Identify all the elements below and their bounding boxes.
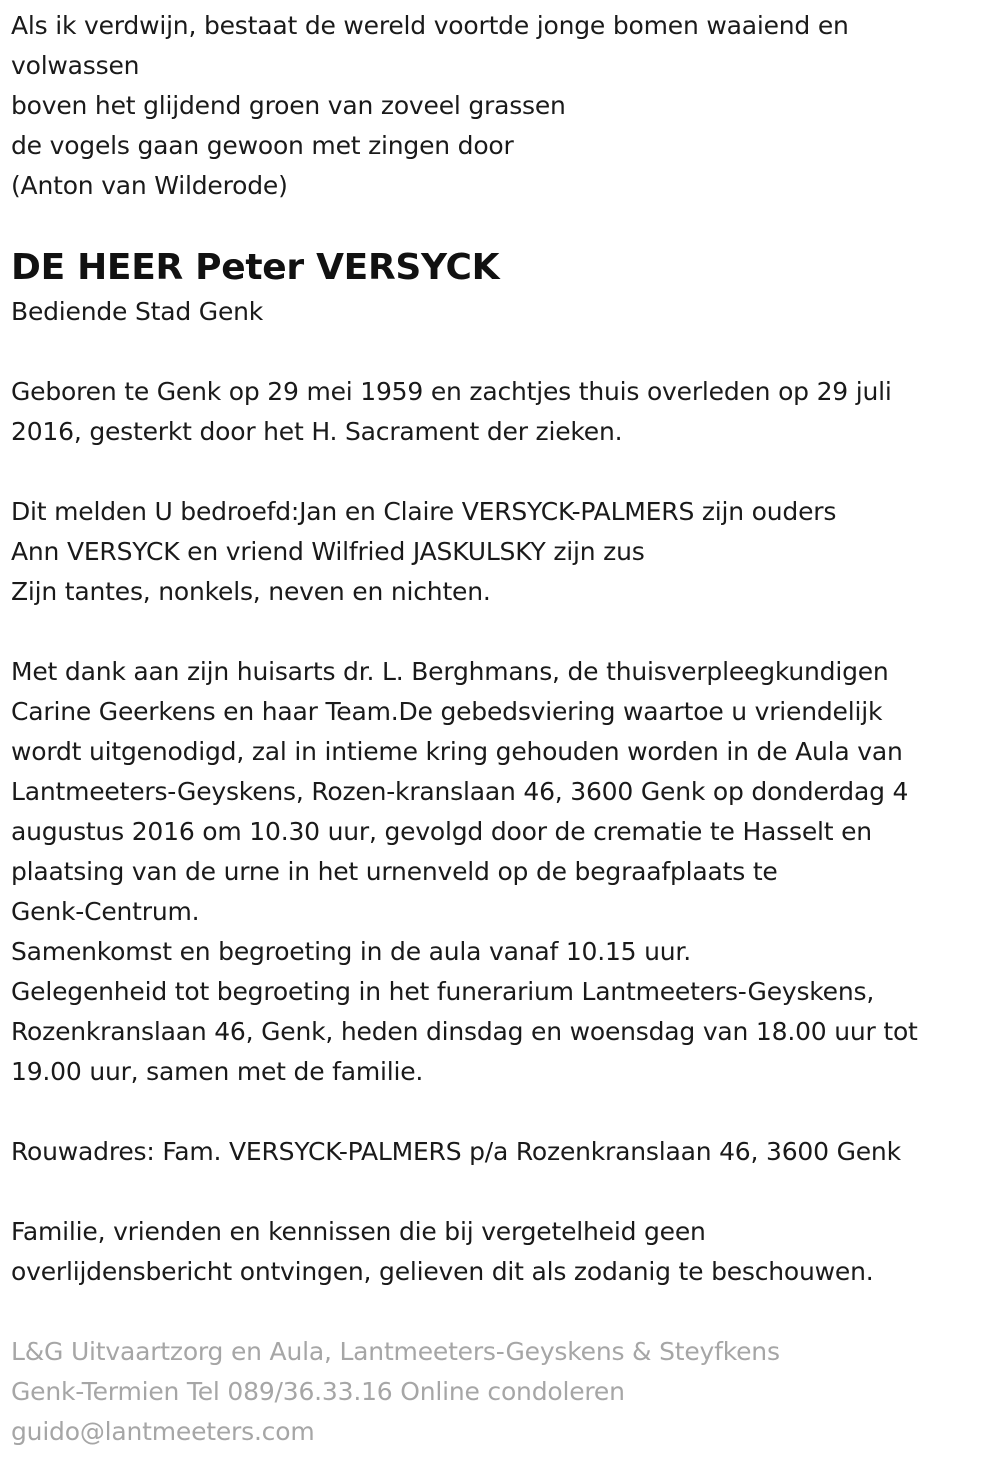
poem-line: boven het glijdend groen van zoveel grassen	[11, 91, 566, 120]
paragraph-line: Geboren te Genk op 29 mei 1959 en zachtjes thuis overleden op 29 juli	[11, 377, 892, 406]
notice-paragraph	[11, 1212, 989, 1292]
paragraph-line: overlijdensbericht ontvingen, gelieven dit als zodanig te beschouwen.	[11, 1257, 874, 1286]
footer-email: guido@lantmeeters.com	[11, 1417, 315, 1446]
paragraph-line: Rozenkranslaan 46, Genk, heden dinsdag en woensdag van 18.00 uur tot	[11, 1017, 918, 1046]
paragraph-line: 19.00 uur, samen met de familie.	[11, 1057, 424, 1086]
paragraph-line: 2016, gesterkt door het H. Sacrament der zieken.	[11, 417, 623, 446]
paragraph-line: augustus 2016 om 10.30 uur, gevolgd door de crematie te Hasselt en	[11, 817, 872, 846]
footer-line: L&G Uitvaartzorg en Aula, Lantmeeters-Geyskens & Steyfkens	[11, 1337, 780, 1366]
paragraph-line: plaatsing van de urne in het urnenveld op de begraafplaats te	[11, 857, 778, 886]
paragraph-line: Dit melden U bedroefd:Jan en Claire VERSYCK-PALMERS zijn ouders	[11, 497, 837, 526]
paragraph-gap	[11, 1092, 989, 1132]
footer-line: Genk-Termien Tel 089/36.33.16 Online condoleren	[11, 1377, 625, 1406]
paragraph-gap	[11, 332, 989, 372]
family-paragraph	[11, 492, 989, 612]
paragraph-gap	[11, 452, 989, 492]
poem-line: Als ik verdwijn, bestaat de wereld voortde jonge bomen waaiend en	[11, 11, 849, 40]
ceremony-paragraph	[11, 652, 989, 1092]
mourning-address: Rouwadres: Fam. VERSYCK-PALMERS p/a Rozenkranslaan 46, 3600 Genk	[11, 1137, 901, 1166]
paragraph-gap	[11, 1172, 989, 1212]
paragraph-gap	[11, 612, 989, 652]
paragraph-line: Gelegenheid tot begroeting in het funerarium Lantmeeters-Geyskens,	[11, 977, 875, 1006]
birth-death-paragraph	[11, 372, 989, 452]
paragraph-line: Samenkomst en begroeting in de aula vanaf 10.15 uur.	[11, 937, 691, 966]
paragraph-line: Zijn tantes, nonkels, neven en nichten.	[11, 577, 491, 606]
funeral-home-footer	[11, 1332, 989, 1452]
poem-line: de vogels gaan gewoon met zingen door	[11, 131, 514, 160]
poem	[11, 6, 989, 206]
deceased-name: DE HEER Peter VERSYCK	[11, 247, 500, 288]
paragraph-line: Genk-Centrum.	[11, 897, 200, 926]
paragraph-line: Carine Geerkens en haar Team.De gebedsviering waartoe u vriendelijk	[11, 697, 883, 726]
deceased-occupation: Bediende Stad Genk	[11, 297, 264, 326]
paragraph-line: Ann VERSYCK en vriend Wilfried JASKULSKY zijn zus	[11, 537, 645, 566]
paragraph-line: Met dank aan zijn huisarts dr. L. Berghmans, de thuisverpleegkundigen	[11, 657, 889, 686]
paragraph-line: wordt uitgenodigd, zal in intieme kring gehouden worden in de Aula van	[11, 737, 903, 766]
paragraph-line: Lantmeeters-Geyskens, Rozen-kranslaan 46, 3600 Genk op donderdag 4	[11, 777, 909, 806]
poem-author: (Anton van Wilderode)	[11, 171, 288, 200]
poem-line: volwassen	[11, 51, 140, 80]
paragraph-gap	[11, 1292, 989, 1332]
paragraph-line: Familie, vrienden en kennissen die bij vergetelheid geen	[11, 1217, 706, 1246]
